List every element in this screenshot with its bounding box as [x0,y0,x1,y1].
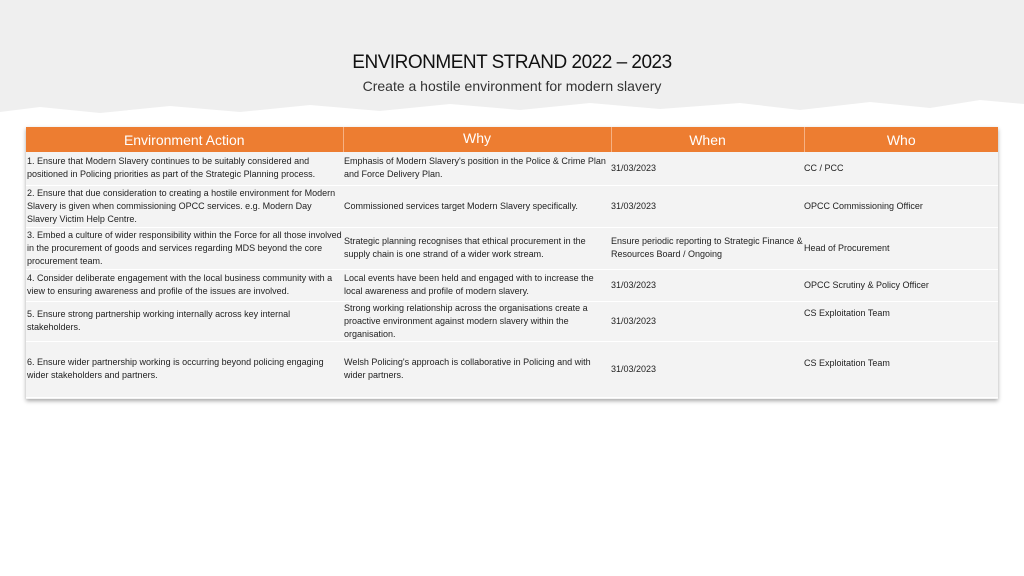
column-header-action: Environment Action [26,127,343,152]
table-row [26,152,998,185]
table-row [26,185,998,227]
table-header-row [26,127,998,152]
column-header-when: When [611,127,804,152]
when-cell: Ensure periodic reporting to Strategic Finance & Resources Board / Ongoing [611,236,803,259]
action-cell: 5. Ensure strong partnership working internally across key internal stakeholders. [27,309,291,332]
why-cell: Commissioned services target Modern Slavery specifically. [344,200,578,211]
strand-table [26,127,998,398]
column-header-why: Why [343,127,611,152]
when-cell: 31/03/2023 [611,279,657,290]
why-cell: Welsh Policing's approach is collaborative in Policing and with wider partners. [344,357,591,380]
table-row [26,269,998,301]
table-row [26,341,998,397]
who-cell: OPCC Scrutiny & Policy Officer [804,279,929,290]
action-cell: 4. Consider deliberate engagement with the local business community with a view to ensuring awareness and profile of the issues are involved. [27,273,333,296]
who-cell: CC / PCC [804,162,844,173]
when-cell: 31/03/2023 [611,200,657,211]
who-cell: CS Exploitation Team [804,307,890,318]
why-cell: Emphasis of Modern Slavery's position in the Police & Crime Plan and Force Delivery Plan. [344,156,606,180]
why-cell: Local events have been held and engaged with to increase the local awareness and profile of modern slavery. [344,273,594,296]
who-cell: CS Exploitation Team [804,357,890,368]
when-cell: 31/03/2023 [611,162,657,173]
when-cell: 31/03/2023 [611,315,657,326]
action-cell: 3. Embed a culture of wider responsibility within the Force for all those involved in the procurement of goods and services regarding MDS beyond the core procurement team. [27,229,342,266]
table-row [26,301,998,341]
page-subtitle: Create a hostile environment for modern slavery [362,78,662,94]
column-header-who: Who [886,131,916,148]
who-cell: Head of Procurement [804,242,890,253]
action-cell: 6. Ensure wider partnership working is occurring beyond policing engaging wider stakeholders and partners. [27,357,324,380]
table-row [26,227,998,269]
page-title: ENVIRONMENT STRAND 2022 – 2023 [352,52,672,73]
why-cell: Strong working relationship across the organisations create a proactive environment against modern slavery within the organisation. [344,302,588,339]
strand-table-container [26,127,998,399]
action-cell: 2. Ensure that due consideration to creating a hostile environment for Modern Slavery is given when commissioning OPCC services. e.g. Modern Day Slavery Victim Help Centre. [27,187,336,224]
who-cell: OPCC Commissioning Officer [804,200,923,211]
why-cell: Strategic planning recognises that ethical procurement in the supply chain is one strand of a wider work stream. [344,236,586,259]
action-cell: 1. Ensure that Modern Slavery continues to be suitably considered and positioned in Policing priorities as part of the Strategic Planning process. [27,156,316,180]
when-cell: 31/03/2023 [611,363,657,374]
